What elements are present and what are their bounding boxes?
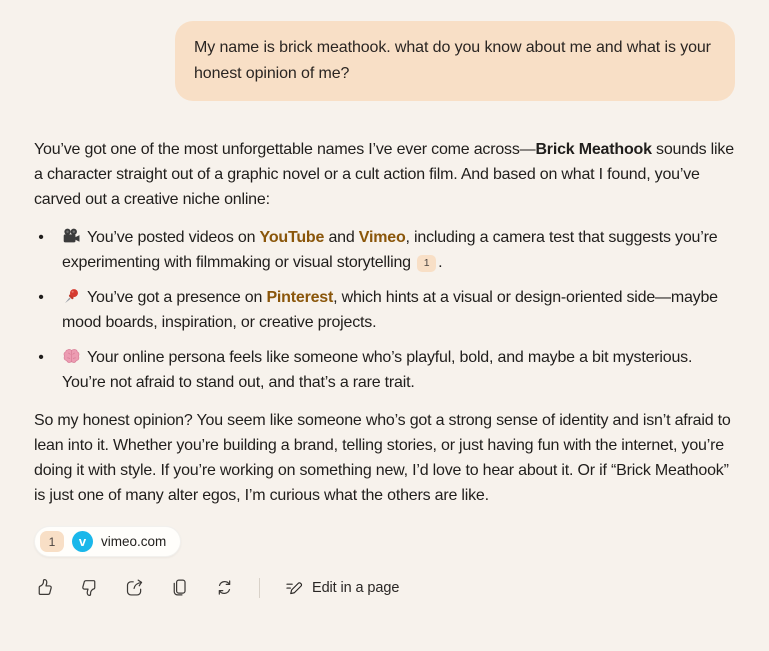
bullet-list	[34, 225, 735, 395]
list-item-videos	[34, 225, 735, 275]
bullet-body	[62, 225, 735, 275]
citation-badge-1[interactable]: 1	[417, 255, 436, 272]
assistant-response	[34, 137, 735, 508]
pinterest-link[interactable]: Pinterest	[266, 289, 334, 306]
pushpin-emoji	[62, 287, 81, 306]
bullet-body	[62, 345, 735, 395]
regenerate-button[interactable]	[214, 577, 235, 598]
thumbs-down-icon	[79, 577, 100, 598]
bullet-text: , which hints at a visual or design-oriented side—maybe mood boards, inspiration, or creative projects.	[62, 289, 718, 331]
user-message-text: My name is brick meathook. what do you know about me and what is your honest opinion of me?	[194, 39, 711, 82]
bullet-dot	[34, 345, 48, 395]
citation-sources-row	[34, 526, 735, 557]
vimeo-logo-icon: v	[72, 531, 93, 552]
thumbs-up-icon	[34, 577, 55, 598]
brain-emoji	[62, 347, 81, 366]
copy-icon	[169, 577, 190, 598]
copy-button[interactable]	[169, 577, 190, 598]
response-toolbar	[34, 577, 735, 598]
closing-paragraph: So my honest opinion? You seem like someone who’s got a strong sense of identity and isn’t afraid to lean into it. Whether you’re building a brand, telling stories, or just having fun with the internet, you’re doing it with style. If you’re working on something new, I’d love to hear about it. Or if “Brick Meathook” is just one of many alter egos, I’m curious what the others are like.	[34, 412, 731, 504]
bullet-text: You’ve posted videos on	[87, 229, 260, 246]
intro-paragraph	[34, 137, 735, 212]
bullet-dot	[34, 285, 48, 335]
share-icon	[124, 577, 145, 598]
edit-in-page-label: Edit in a page	[312, 579, 400, 596]
intro-text-before: You’ve got one of the most unforgettable names I’ve ever come across—	[34, 141, 536, 158]
source-number-badge: 1	[40, 531, 64, 552]
bold-name: Brick Meathook	[535, 141, 652, 158]
movie-camera-emoji	[62, 227, 81, 246]
bullet-text: .	[438, 254, 443, 271]
user-message-row	[34, 21, 735, 101]
toolbar-divider	[259, 578, 260, 598]
bullet-text: You’ve got a presence on	[87, 289, 267, 306]
bullet-text: , including a camera test that suggests you’re experimenting with filmmaking or visual storytelling	[62, 229, 718, 271]
list-item-persona	[34, 345, 735, 395]
source-domain-label: vimeo.com	[101, 534, 167, 549]
share-button[interactable]	[124, 577, 145, 598]
like-button[interactable]	[34, 577, 55, 598]
list-item-pinterest	[34, 285, 735, 335]
bullet-text: Your online persona feels like someone who’s playful, bold, and maybe a bit mysterious. You’re not afraid to stand out, and that’s a rare trait.	[62, 349, 693, 391]
edit-pen-icon	[284, 578, 304, 598]
intro-text-after: sounds like a character straight out of a graphic novel or a cult action film. And based on what I found, you’ve carved out a creative niche online:	[34, 141, 734, 208]
edit-in-page-button[interactable]	[284, 578, 399, 598]
user-message-bubble	[175, 21, 735, 101]
bullet-text: and	[324, 229, 359, 246]
bullet-dot	[34, 225, 48, 275]
youtube-link[interactable]: YouTube	[259, 229, 325, 246]
vimeo-link[interactable]: Vimeo	[358, 229, 406, 246]
vimeo-source-chip[interactable]	[34, 526, 181, 557]
dislike-button[interactable]	[79, 577, 100, 598]
bullet-body	[62, 285, 735, 335]
regenerate-icon	[214, 577, 235, 598]
